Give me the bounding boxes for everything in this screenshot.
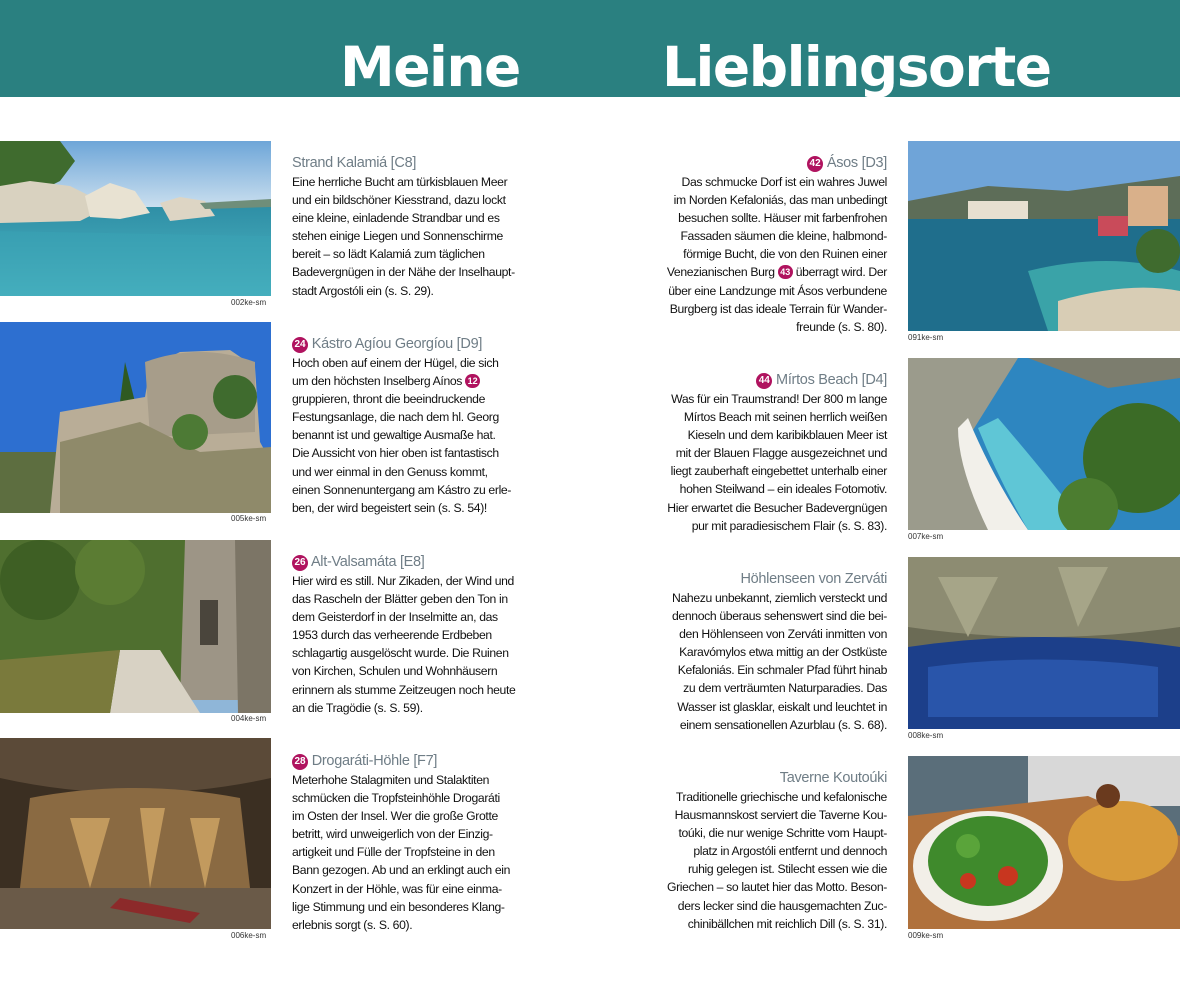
- photo-credit: 005ke-sm: [231, 514, 267, 523]
- entry-koutouki: [640, 768, 887, 933]
- body-line: ders lecker sind die hausgemachten Zuc-: [677, 898, 887, 913]
- photo-koutouki: [908, 756, 1180, 929]
- header-band: [0, 0, 1180, 97]
- location-ref-marker: 12: [465, 374, 480, 388]
- photo-credit: 004ke-sm: [231, 714, 267, 723]
- entry-title: [292, 552, 532, 572]
- body-line: Hoch oben auf einem der Hügel, die sich: [292, 356, 499, 370]
- body-line: Mírtos Beach mit seinen herrlich weißen: [683, 410, 887, 425]
- body-line: Bann gezogen. Ab und an erklingt auch ein: [292, 863, 511, 878]
- body-line: Karavómylos etwa mittig an der Ostküste: [679, 645, 887, 660]
- body-line: schmücken die Tropfsteinhöhle Drogaráti: [292, 791, 500, 806]
- body-line: Badevergnügen in der Nähe der Inselhaupt-: [292, 265, 515, 280]
- entry-drogarati: [292, 751, 532, 934]
- body-line: stadt Argostóli ein (s. S. 29).: [292, 283, 434, 298]
- body-line: im Osten der Insel. Wer die große Grotte: [292, 809, 498, 824]
- body-line: chinibällchen mit reichlich Dill (s. S. 31).: [687, 916, 887, 931]
- photo-credit: 006ke-sm: [231, 931, 267, 940]
- entry-title-text: Mírtos Beach [D4]: [776, 372, 887, 388]
- body-line: Die Aussicht von hier oben ist fantastisch: [292, 446, 499, 461]
- location-number-marker: 26: [292, 555, 308, 571]
- body-line: stehen einige Liegen und Sonnenschirme: [292, 229, 503, 244]
- body-line-text: überragt wird. Der: [792, 265, 887, 280]
- entry-title: [640, 153, 887, 173]
- body-line: Festungsanlage, die nach dem hl. Georg: [292, 410, 499, 425]
- body-line: Griechen – so lautet hier das Motto. Beson-: [666, 880, 887, 895]
- body-line: Hier wird es still. Nur Zikaden, der Wind und: [292, 574, 514, 588]
- body-line: Das schmucke Dorf ist ein wahres Juwel: [681, 175, 887, 189]
- body-line: das Rascheln der Blätter geben den Ton in: [292, 592, 508, 607]
- body-line: einem sensationellen Azurblau (s. S. 68).: [679, 717, 887, 732]
- entry-title: [292, 153, 532, 173]
- photo-alt-valsamata: [0, 540, 271, 713]
- photo-strand-kalamia: [0, 141, 271, 296]
- body-line: Nahezu unbekannt, ziemlich versteckt und: [672, 591, 887, 605]
- body-line: Was für ein Traumstrand! Der 800 m lange: [671, 392, 887, 406]
- body-line: im Norden Kefaloniás, das man unbedingt: [673, 193, 887, 208]
- entry-title-text: Ásos [D3]: [826, 155, 887, 171]
- entry-strand-kalamia: [292, 153, 532, 300]
- body-line: Kefaloniás. Ein schmaler Pfad führt hinab: [677, 663, 887, 678]
- entry-title-text: Strand Kalamiá [C8]: [292, 155, 417, 171]
- photo-mirtos: [908, 358, 1180, 530]
- body-line: liegt zauberhaft eingebettet unterhalb einer: [670, 464, 887, 479]
- photo-credit: 009ke-sm: [908, 931, 944, 940]
- body-line: erlebnis sorgt (s. S. 60).: [292, 917, 413, 932]
- entry-kastro: [292, 334, 532, 517]
- page-title-left: Meine: [340, 35, 520, 99]
- photo-credit: 007ke-sm: [908, 532, 944, 541]
- body-line: dennoch überaus sehenswert sind die bei-: [671, 609, 887, 624]
- body-line: Meterhohe Stalagmiten und Stalaktiten: [292, 773, 490, 787]
- body-line-text: um den höchsten Inselberg Aínos: [292, 374, 463, 389]
- body-line: an die Tragödie (s. S. 59).: [292, 700, 423, 715]
- body-line: Traditionelle griechische und kefalonische: [675, 790, 887, 804]
- body-line: schlagartig ausgelöscht wurde. Die Ruinen: [292, 646, 509, 661]
- entry-title: [292, 334, 532, 354]
- photo-asos: [908, 141, 1180, 331]
- entry-mirtos: [640, 370, 887, 535]
- entry-title: [640, 768, 887, 788]
- body-line: von Kirchen, Schulen und Wohnhäusern: [292, 664, 498, 679]
- body-line: einen Sonnenuntergang am Kástro zu erle-: [292, 482, 512, 497]
- entry-title: [292, 751, 532, 771]
- body-line: [292, 372, 532, 390]
- location-number-marker: 44: [756, 373, 772, 389]
- entry-alt-valsamata: [292, 552, 532, 717]
- photo-credit: 008ke-sm: [908, 731, 944, 740]
- location-ref-marker: 43: [778, 265, 793, 279]
- body-line: förmige Bucht, die von den Ruinen einer: [683, 247, 887, 262]
- body-line: artigkeit und Fülle der Tropfsteine in den: [292, 845, 495, 860]
- entry-title-text: Alt-Valsamáta [E8]: [310, 554, 425, 570]
- body-line: Burgberg ist das ideale Terrain für Wander-: [669, 301, 887, 316]
- body-line-text: Venezianischen Burg: [666, 265, 775, 280]
- photo-kastro: [0, 322, 271, 513]
- photo-credit: 002ke-sm: [231, 298, 267, 307]
- body-line: Eine herrliche Bucht am türkisblauen Meer: [292, 175, 508, 189]
- entry-title-text: Taverne Koutoúki: [779, 770, 887, 786]
- body-line: Hier erwartet die Besucher Badevergnügen: [667, 500, 887, 515]
- body-line: Kieseln und dem karibikblauen Meer ist: [687, 428, 887, 443]
- body-line: Konzert in der Höhle, was für eine einma-: [292, 881, 502, 896]
- body-line: über eine Landzunge mit Ásos verbundene: [668, 283, 887, 298]
- photo-credit: 091ke-sm: [908, 333, 944, 342]
- body-line: besuchen sollte. Häuser mit farbenfrohen: [678, 211, 887, 226]
- body-line: 1953 durch das verheerende Erdbeben: [292, 628, 492, 643]
- entry-title: [640, 569, 887, 589]
- body-line: toúki, die nur wenige Schritte vom Haupt-: [678, 826, 887, 841]
- page-title-right: Lieblingsorte: [662, 35, 1051, 99]
- entry-title-text: Kástro Agíou Georgíou [D9]: [311, 336, 483, 352]
- entry-title-text: Drogaráti-Höhle [F7]: [311, 753, 438, 769]
- body-line: bereit – so lädt Kalamiá zum täglichen: [292, 247, 485, 262]
- body-line: ben, der wird begeistert sein (s. S. 54)!: [292, 500, 487, 515]
- photo-zervati: [908, 557, 1180, 729]
- body-line: und ein bildschöner Kiesstrand, dazu lockt: [292, 193, 506, 208]
- body-line: eine kleine, einladende Strandbar und es: [292, 211, 500, 226]
- body-line: Fassaden säumen die kleine, halbmond-: [680, 229, 887, 244]
- body-line: Wasser ist glasklar, eiskalt und leuchtet in: [677, 699, 887, 714]
- location-number-marker: 28: [292, 754, 308, 770]
- body-line: benannt ist und gewaltige Ausmaße hat.: [292, 428, 496, 443]
- location-number-marker: 24: [292, 337, 308, 353]
- entry-title-text: Höhlenseen von Zerváti: [740, 571, 887, 587]
- body-line: platz in Argostóli entfernt und dennoch: [693, 844, 887, 859]
- body-line: betritt, wird unweigerlich von der Einzig-: [292, 827, 493, 842]
- body-line: zu dem verträumten Naturparadies. Das: [683, 681, 887, 696]
- entry-asos: [640, 153, 887, 336]
- body-line: lige Stimmung und ein besonderes Klang-: [292, 899, 505, 914]
- body-line: den Höhlenseen von Zerváti inmitten von: [679, 627, 887, 642]
- body-line: dem Geisterdorf in der Inselmitte an, das: [292, 610, 498, 625]
- photo-drogarati: [0, 738, 271, 929]
- location-number-marker: 42: [807, 156, 823, 172]
- entry-zervati: [640, 569, 887, 734]
- body-line: erinnern als stumme Zeitzeugen noch heute: [292, 682, 516, 697]
- body-line: freunde (s. S. 80).: [796, 319, 887, 334]
- body-line: pur mit paradiesischem Flair (s. S. 83).: [691, 518, 887, 533]
- body-line: gruppieren, thront die beeindruckende: [292, 392, 486, 407]
- body-line: ruhig gelegen ist. Stilecht essen wie die: [687, 862, 887, 877]
- body-line: und wer einmal in den Genuss kommt,: [292, 464, 488, 479]
- body-line: [640, 263, 887, 281]
- body-line: Hausmannskost serviert die Taverne Kou-: [674, 808, 887, 823]
- body-line: hohen Steilwand – ein ideales Fotomotiv.: [679, 482, 887, 497]
- entry-title: [640, 370, 887, 390]
- body-line: mit der Blauen Flagge ausgezeichnet und: [675, 446, 887, 461]
